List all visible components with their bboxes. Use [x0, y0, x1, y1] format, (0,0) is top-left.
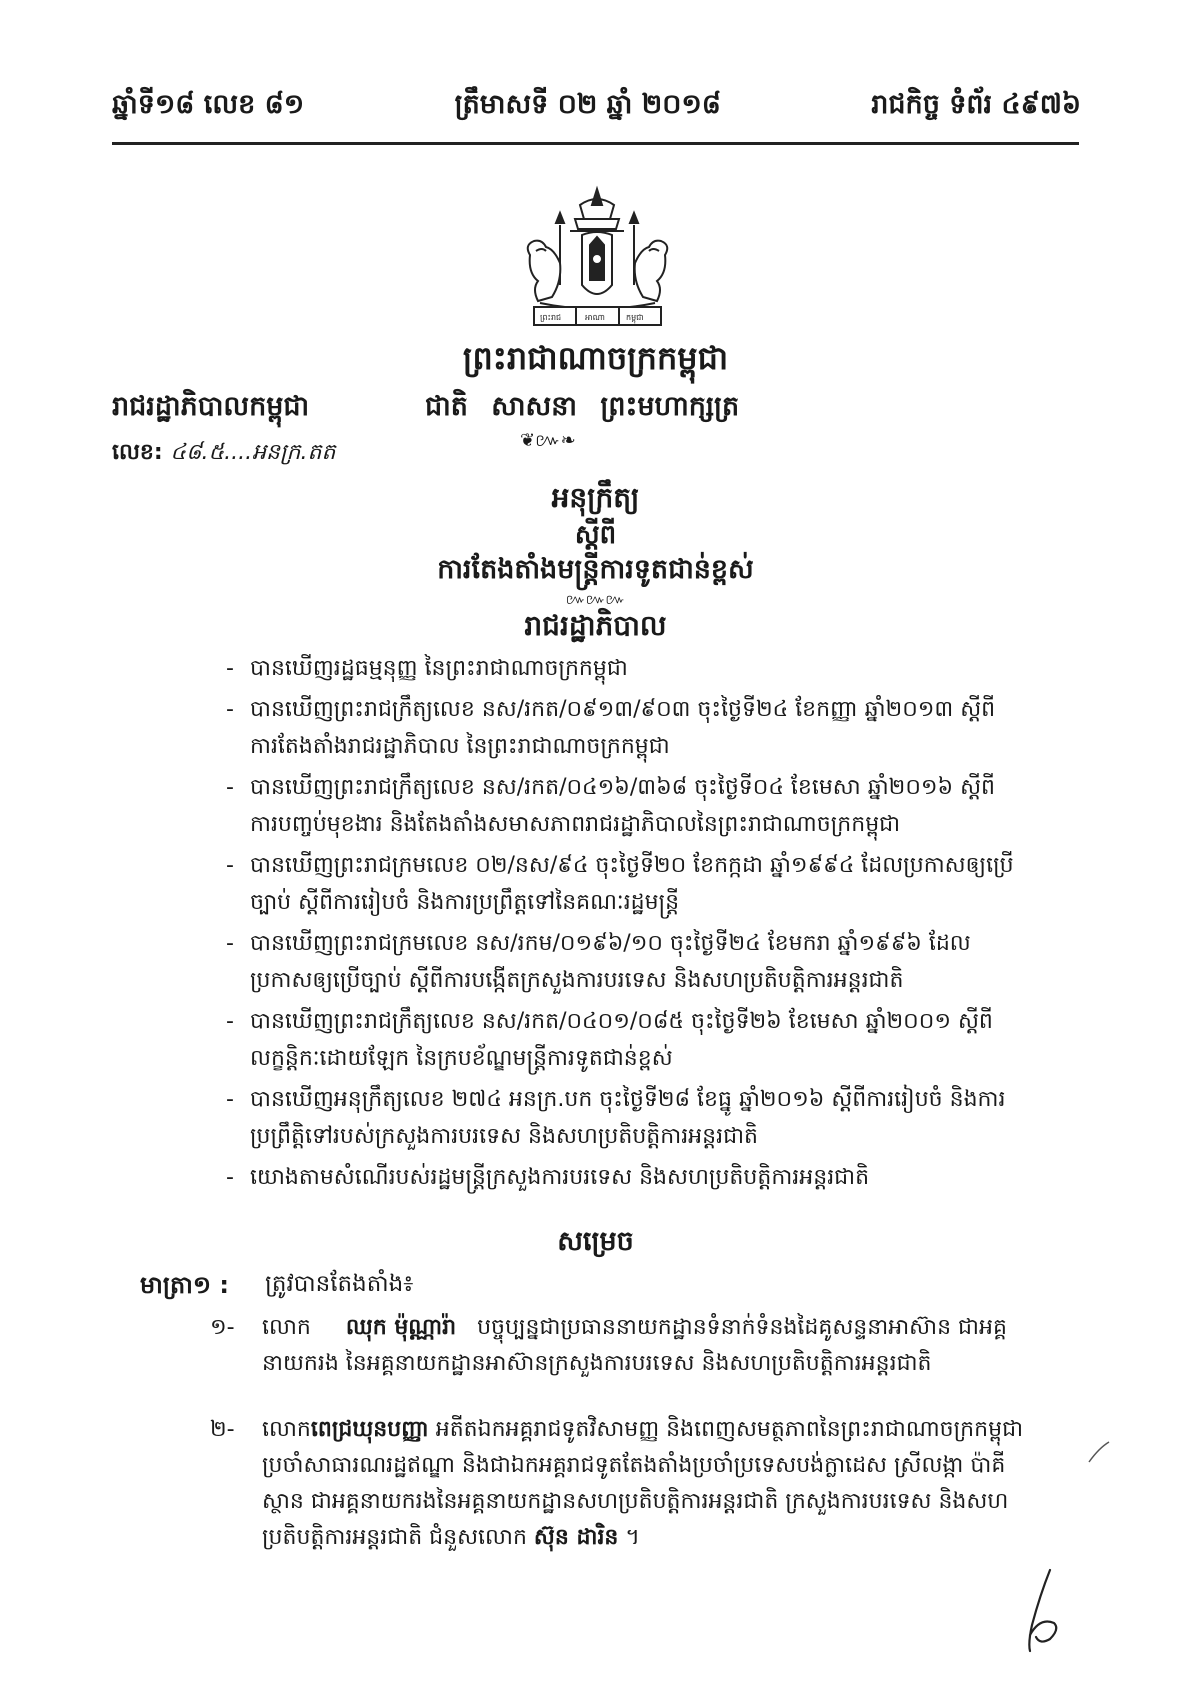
list-item: - បានឃើញព្រះរាជក្រឹត្យលេខ នស/រកត/០៤០១/០៨៥ ចុះថ្ងៃទី២៦ ខែមេសា ឆ្នាំ២០០១ ស្តីពីលក្ខន្តិកៈដោយឡែក នៃក្របខ័ណ្ឌមន្ត្រីការទូតជាន់ខ្ពស់ — [232, 1003, 1022, 1077]
svg-text:កម្ពុជា: កម្ពុជា — [626, 313, 644, 322]
pen-stroke-mark-icon — [1085, 1440, 1110, 1470]
replaced-official-name: ស៊ុន ដារិន — [533, 1525, 619, 1550]
list-item: - បានឃើញព្រះរាជក្រឹត្យលេខ នស/រកត/០៩១៣/៩០៣ ចុះថ្ងៃទី២៤ ខែកញ្ញា ឆ្នាំ២០១៣ ស្តីពីការតែងតាំងរាជរដ្ឋាភិបាល នៃព្រះរាជាណាចក្រកម្ពុជា — [232, 691, 1022, 765]
motto-ornament: ❦៚❧ — [520, 430, 576, 451]
appointee-name: ពេជ្រឃុនបញ្ញា — [310, 1417, 429, 1442]
list-item: - បានឃើញព្រះរាជក្រមលេខ ០២/នស/៩៤ ចុះថ្ងៃទី២០ ខែកក្កដា ឆ្នាំ១៩៩៤ ដែលប្រកាសឲ្យប្រើច្បាប់ ស្តីពីការរៀបចំ និងការប្រព្រឹត្តទៅនៃគណៈរដ្ឋមន្ត្រី — [232, 847, 1022, 921]
document-number-value: ៤៨.៥....អនក្រ.តត — [170, 440, 336, 465]
decree-title: អនុក្រឹត្យ — [551, 481, 640, 514]
header-rule — [112, 142, 1079, 145]
item-text: បច្ចុប្បន្នជាប្រធាននាយកដ្ឋានទំនាក់ទំនងដៃគូសន្ទនាអាស៊ាន ជាអគ្គនាយករង នៃអគ្គនាយកដ្ឋានអាស៊ានក្រសួងការបរទេស និងសហប្រតិបត្តិការអន្តរជាតិ — [262, 1315, 1007, 1376]
decree-subtitle-about: ស្តីពី — [574, 520, 617, 550]
royal-arms-emblem-icon — [520, 185, 675, 340]
decree-subject: ការតែងតាំងមន្ត្រីការទូតជាន់ខ្ពស់ — [437, 554, 754, 585]
item-number: ២- — [210, 1417, 235, 1442]
header-quarter: ត្រឹមាសទី ០២ ឆ្នាំ ២០១៨ — [454, 89, 721, 120]
article-1-label: មាត្រា១ : — [140, 1271, 229, 1299]
list-item: - បានឃើញព្រះរាជក្រមលេខ នស/រកម/០១៩៦/១០ ចុះថ្ងៃទី២៤ ខែមករា ឆ្នាំ១៩៩៦ ដែលប្រកាសឲ្យប្រើច្បាប់ ស្តីពីការបង្កើតក្រសួងការបរទេស និងសហប្រតិបត្តិការអន្តរជាតិ — [232, 925, 1022, 999]
ministry-heading: រាជរដ្ឋាភិបាលកម្ពុជា — [112, 391, 310, 422]
issuing-authority: រាជរដ្ឋាភិបាល — [524, 609, 667, 642]
svg-text:ព្រះរាជ: ព្រះរាជ — [540, 313, 562, 322]
header-page-number: រាជកិច្ច ទំព័រ ៤៩៧៦ — [871, 89, 1081, 120]
appointment-item-1 — [210, 1310, 1025, 1382]
list-item: - បានឃើញអនុក្រឹត្យលេខ ២៧៤ អនក្រ.បក ចុះថ្ងៃទី២៨ ខែធ្នូ ឆ្នាំ២០១៦ ស្តីពីការរៀបចំ និងការប្រព្រឹត្តិទៅរបស់ក្រសួងការបរទេស និងសហប្រតិបត្តិការអន្តរជាតិ — [232, 1081, 1022, 1155]
considerations-list — [232, 650, 1022, 1200]
page-header — [112, 88, 1081, 127]
article-1-text: ត្រូវបានតែងតាំង៖ — [265, 1271, 414, 1297]
appointment-item-2 — [210, 1412, 1025, 1556]
kingdom-heading: ព្រះរាជាណាចក្រកម្ពុជា — [462, 339, 729, 377]
national-motto: ជាតិ សាសនា ព្រះមហាក្សត្រ — [425, 391, 740, 422]
item-prefix: លោក — [262, 1417, 311, 1442]
list-item: - យោងតាមសំណើរបស់រដ្ឋមន្ត្រីក្រសួងការបរទេស និងសហប្រតិបត្តិការអន្តរជាតិ — [232, 1159, 1022, 1196]
initials-signature-icon — [1010, 1565, 1065, 1655]
header-year-issue: ឆ្នាំទី១៨ លេខ ៨១ — [112, 89, 305, 120]
item-prefix: លោក — [262, 1315, 311, 1340]
appointee-name: ឈុក ម៉ុណ្ណារ៉ា — [345, 1315, 457, 1340]
item-number: ១- — [210, 1315, 235, 1340]
item-end: ។ — [618, 1525, 640, 1550]
document-number-label: លេខ: — [112, 440, 163, 465]
list-item: - បានឃើញព្រះរាជក្រឹត្យលេខ នស/រកត/០៤១៦/៣៦៨ ចុះថ្ងៃទី០៤ ខែមេសា ឆ្នាំ២០១៦ ស្តីពីការបញ្ចប់មុខងារ និងតែងតាំងសមាសភាពរាជរដ្ឋាភិបាលនៃព្រះរាជាណាចក្រកម្ពុជា — [232, 769, 1022, 843]
item-text: អតីតឯកអគ្គរាជទូតវិសាមញ្ញ និងពេញសមត្ថភាពនៃព្រះរាជាណាចក្រកម្ពុជាប្រចាំសាធារណរដ្ឋឥណ្ឌា និងជាឯកអគ្គរាជទូតតែងតាំងប្រចាំប្រទេសបង់ក្លាដេស ស្រីលង្កា ប៉ាគីស្ថាន ជាអគ្គនាយករងនៃអគ្គនាយកដ្ឋានសហប្រតិបត្តិការអន្តរជាតិ ក្រសួងការបរទេស និងសហប្រតិបត្តិការអន្តរជាតិ ជំនួសលោក — [262, 1417, 1024, 1550]
document-number — [112, 438, 335, 470]
svg-text:អាណា: អាណា — [585, 313, 605, 322]
decision-heading: សម្រេច — [557, 1226, 634, 1257]
title-divider: ៚៚៚ — [565, 592, 626, 608]
list-item: - បានឃើញរដ្ឋធម្មនុញ្ញ នៃព្រះរាជាណាចក្រកម្ពុជា — [232, 650, 1022, 687]
